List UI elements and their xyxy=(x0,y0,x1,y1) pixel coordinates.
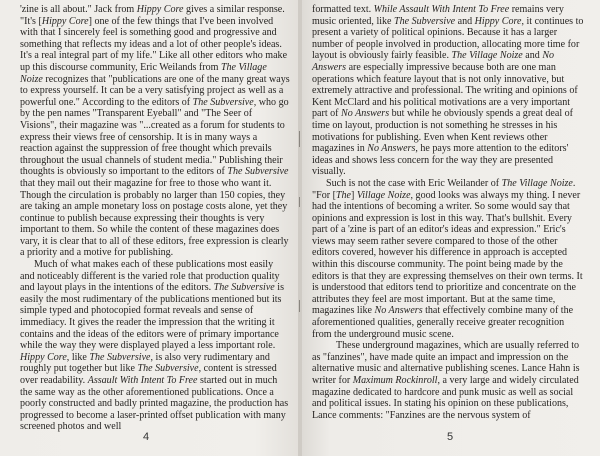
text-run: . "For [ xyxy=(312,177,576,201)
right-paragraph-3 xyxy=(312,340,584,421)
text-run: and xyxy=(455,15,475,27)
italic-title-run: Hippy Core xyxy=(136,4,184,15)
text-run: , he pays more attention to the editors' ideas and shows less concern for the way they are presented visually. xyxy=(312,143,569,178)
text-run: , like xyxy=(66,351,90,363)
text-run: are especially impressive because both are one man operations which feature layout that is not only innovative, but extremely attractive and professional. The writing and opinions of Kent McClard and his political motivations are a very important part of xyxy=(312,61,578,120)
margin-mark xyxy=(299,197,300,207)
text-run: is easily the most rudimentary of the publications mentioned but its simple typed and photocopied format reveals and sense of immediacy. It gives the reader the impression that the writing it contains and the ideas of the editors were of primary importance while the way they were displayed played a less important role. xyxy=(20,282,284,352)
text-run: These underground magazines, which are usually referred to as "fanzines", have made quite an impact and impression on the alternative music and alternative publishing scenes. Lance Hahn is writer for xyxy=(312,340,580,386)
italic-title-run: No Answers xyxy=(367,143,416,155)
italic-title-run: Assault With Intent To Free xyxy=(87,375,198,386)
italic-title-run: No Answers xyxy=(374,305,423,317)
italic-title-run: No Answers xyxy=(312,50,555,73)
left-paragraph-1 xyxy=(20,4,290,259)
text-run: formatted text. xyxy=(312,4,374,15)
right-page-text xyxy=(312,4,584,421)
italic-title-run: Hippy Core xyxy=(474,15,522,27)
text-run: Much of what makes each of these publications most easily and noticeably different is the varied role that production quality and layout plays in the intentions of the editors. xyxy=(20,259,280,294)
italic-title-run: The Village Noize xyxy=(451,50,523,62)
italic-title-run: The Subversive xyxy=(213,282,275,294)
text-run: started out in much the same way as the other aforementioned publications. Once a poorly constructed and badly printed magazine, the production has progressed to become a laser-printed offset publication with many screened photos and well xyxy=(20,375,289,433)
italic-title-run: The Subversive xyxy=(137,363,199,375)
text-run: but while he obviously spends a great deal of time on layout, production is not something he stresses in his motivations for publishing. Even when Kent reviews other magazines in xyxy=(312,108,573,155)
text-run: recognizes that "publications are one of the many great ways to express yourself. It can be a very satisfying project as well as a powerful one." According to the editors of xyxy=(20,73,290,108)
text-run: Such is not the case with Eric Weilander of xyxy=(326,177,502,189)
text-run: that they mail out their magazine for free to those who want it. Though the circulation is probably no larger than 150 copies, they are taking an ample monetary loss on postage costs alone, yet they continue to publish because expressing their thoughts is very important to them. So while the content of these magazines does vary, it is clear that to all of these editors, free expression is clearly a priority and a motive for publishing. xyxy=(20,177,289,259)
italic-title-run: The Village Noize xyxy=(20,61,267,85)
italic-title-run: No Answers xyxy=(341,108,390,120)
italic-title-run: Hippy Core xyxy=(20,351,67,363)
text-run: 'zine is all about." Jack from xyxy=(20,4,137,15)
right-page-number: 5 xyxy=(446,431,454,443)
right-page xyxy=(300,0,600,456)
text-run: , good looks was always my thing. I never had the intentions of becoming a writer. So some would say that opinions and expression is lost in this way. That's bullshit. Every part of a 'zine is part of an editor's ideas and expression." Eric's views may seem rather severe compared to those of the other editors covered, however his difference in approach is accepted within this discourse community. The point being made by the editors is that they are expressing themselves on their own terms. It is understood that editors tend to prioritize and concentrate on the attributes they feel are most important. But at the same time, magazines like xyxy=(312,189,583,317)
right-paragraph-1 xyxy=(312,4,584,178)
text-run: , content is stressed over readability. xyxy=(20,363,277,386)
italic-title-run: The Village Noize xyxy=(501,177,573,189)
italic-title-run: Maximum Rockinroll xyxy=(352,375,438,386)
text-run: , is also very rudimentary and roughly put together but like xyxy=(20,351,270,375)
text-run: ] one of the few things that I've been involved with that I sincerely feel is something good and progressive and something that reflects my ideas and a lot of other people's ideas. It's a real integral part of my life." Like all other editors who make up this discourse community, Eric Weilands from xyxy=(20,15,288,73)
italic-title-run: Village Noize xyxy=(356,189,411,201)
book-gutter xyxy=(298,0,302,456)
italic-title-run: The Subversive xyxy=(394,15,456,27)
italic-title-run: The Subversive, xyxy=(192,96,257,108)
text-run: , a very large and widely circulated magazine dedicated to hardcore and punk music as well as social and political issues. In stating his opinion on these publications, Lance comments: "Fanzines are the nervous system of xyxy=(312,375,579,421)
italic-title-run: Hippy Core xyxy=(41,15,89,27)
italic-title-run: The xyxy=(335,189,351,201)
italic-title-run: The Subversive xyxy=(89,351,151,363)
margin-mark xyxy=(299,300,300,312)
text-run: and xyxy=(522,50,543,62)
margin-mark xyxy=(299,131,300,147)
text-run: who go by the pen names "Transparent Eyeball" and "The Seer of Visions", their magazine was "...created as a forum for students to express their views free of censorship. It is in many ways a reaction against the suppression of free thought which prevails throughout the usual channels of student media." Publishing their thoughts is obviously so important to the editors of xyxy=(20,96,289,178)
italic-title-run: The Subversive xyxy=(227,166,289,178)
left-page-number: 4 xyxy=(142,431,150,443)
text-run: ] xyxy=(351,189,357,201)
text-run: , it continues to present a variety of political opinions. Because it has a larger number of people involved in production, allocating more time for layout is obviously fairly feasible. xyxy=(312,15,584,62)
italic-title-run: While Assault With Intent To Free xyxy=(373,4,510,15)
left-paragraph-2 xyxy=(20,259,290,433)
text-run: that effectively combine many of the aforementioned qualities, generally receive greater recognition from the underground music scene. xyxy=(312,305,574,340)
text-run: remains very music oriented, like xyxy=(312,4,564,27)
left-page-text xyxy=(20,4,290,433)
text-run: gives a similar response. "It's [ xyxy=(20,4,285,27)
right-paragraph-2 xyxy=(312,178,584,340)
